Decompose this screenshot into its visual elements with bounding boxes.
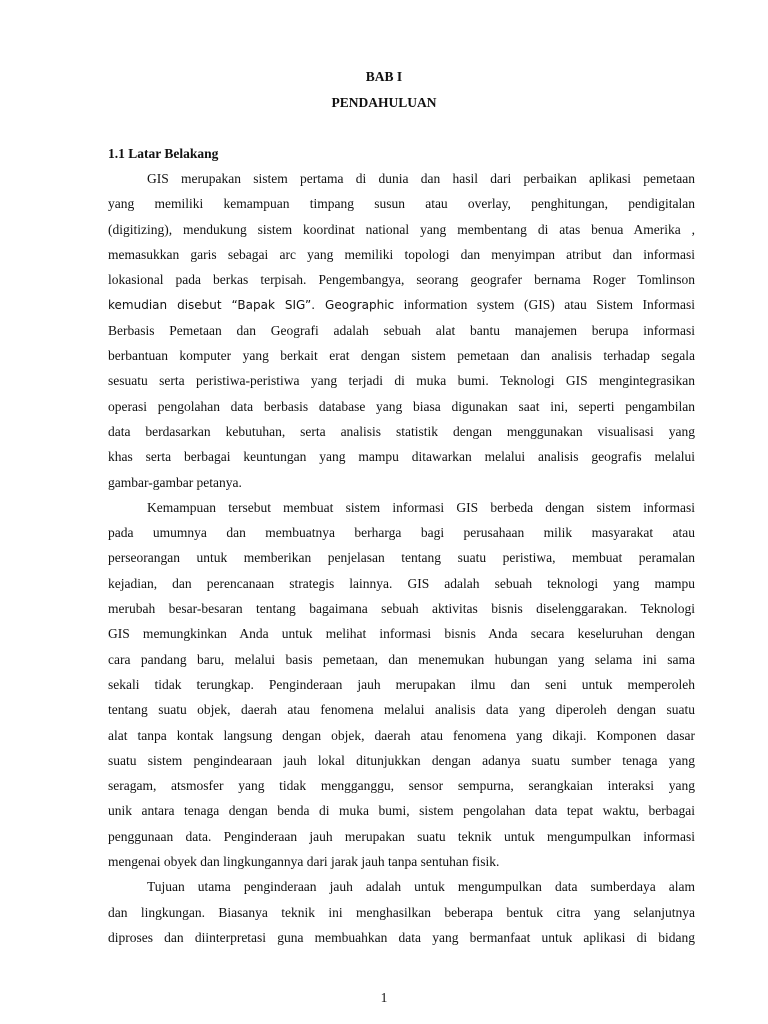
paragraph-line: Tujuan utama penginderaan jauh adalah untuk mengumpulkan data sumberdaya alam xyxy=(147,879,695,895)
paragraph-line: lokasional pada berkas terpisah. Pengembangya, seorang geografer bernama Roger Tomlinson xyxy=(108,272,695,288)
paragraph-line: berbantuan komputer yang berkait erat dengan sistem pemetaan dan analisis terhadap segala xyxy=(108,348,695,364)
paragraph-line: Kemampuan tersebut membuat sistem informasi GIS berbeda dengan sistem informasi xyxy=(147,499,695,515)
chapter-number: BAB I xyxy=(365,69,403,84)
paragraph-line: khas serta berbagai keuntungan yang mampu ditawarkan melalui analisis geografis melalui xyxy=(108,449,695,465)
serif-text-segment: information system (GIS) atau Sistem Informasi xyxy=(403,297,695,313)
paragraph-line: GIS memungkinkan Anda untuk melihat informasi bisnis Anda secara keseluruhan dengan xyxy=(108,626,695,642)
sans-text-segment: kemudian disebut “Bapak SIG”. Geographic xyxy=(108,298,395,313)
body-text xyxy=(108,166,695,950)
paragraph-line: operasi pengolahan data berbasis database yang biasa digunakan saat ini, seperti pengambilan xyxy=(108,398,695,414)
paragraph-line: GIS merupakan sistem pertama di dunia dan hasil dari perbaikan aplikasi pemetaan xyxy=(147,171,695,186)
paragraph-line: kejadian, dan perencanaan strategis lainnya. GIS adalah sebuah teknologi yang mampu xyxy=(108,575,695,591)
paragraph-line: yang memiliki kemampuan timpang susun atau overlay, penghitungan, pendigitalan xyxy=(108,196,695,212)
paragraph-line: alat tanpa kontak langsung dengan objek, daerah atau fenomena yang dikaji. Komponen dasar xyxy=(108,727,695,743)
paragraph-line: diproses dan diinterpretasi guna membuahkan data yang bermanfaat untuk aplikasi di bidang xyxy=(108,929,695,945)
section-heading: 1.1 Latar Belakang xyxy=(108,146,219,161)
paragraph-line: mengenai obyek dan lingkungannya dari jarak jauh tanpa sentuhan fisik. xyxy=(108,854,500,870)
paragraph-line: suatu sistem pengindearaan jauh lokal ditunjukkan dengan adanya suatu sumber tenaga yang xyxy=(108,752,695,768)
paragraph-line: gambar-gambar petanya. xyxy=(108,474,242,490)
paragraph-line: perseorangan untuk memberikan penjelasan tentang suatu peristiwa, membuat peramalan xyxy=(108,550,695,566)
paragraph-line: cara pandang baru, melalui basis pemetaan, dan menemukan hubungan yang selama ini sama xyxy=(108,651,695,667)
page-number: 1 xyxy=(380,990,388,1005)
paragraph-line: tentang suatu objek, daerah atau fenomena melalui analisis data yang diperoleh dengan suatu xyxy=(108,702,695,718)
paragraph-line: (digitizing), mendukung sistem koordinat national yang membentang di atas benua Amerika , xyxy=(108,221,695,237)
chapter-title: PENDAHULUAN xyxy=(331,95,437,110)
paragraph-line: merubah besar-besaran tentang bagaimana sebuah aktivitas bisnis diselenggarakan. Teknologi xyxy=(108,601,695,617)
paragraph-line-mixed-font xyxy=(108,292,695,317)
paragraph-line: pada umumnya dan membuatnya berharga bagi perusahaan milik masyarakat atau xyxy=(108,525,695,541)
paragraph-line: seragam, atsmosfer yang tidak mengganggu, sensor sempurna, serangkaian interaksi yang xyxy=(108,778,695,794)
paragraph-line: Berbasis Pemetaan dan Geografi adalah sebuah alat bantu manajemen berupa informasi xyxy=(108,322,695,338)
paragraph-line: unik antara tenaga dengan benda di muka bumi, sistem pengolahan data tepat waktu, berbagai xyxy=(108,803,695,819)
paragraph-line: memasukkan garis sebagai arc yang memiliki topologi dan menyimpan atribut dan informasi xyxy=(108,246,695,262)
paragraph-line: penggunaan data. Penginderaan jauh merupakan suatu teknik untuk mengumpulkan informasi xyxy=(108,828,695,844)
paragraph-line: data berdasarkan kebutuhan, serta analisis statistik dengan menggunakan visualisasi yang xyxy=(108,423,695,439)
paragraph-line: sekali tidak terungkap. Penginderaan jauh merupakan ilmu dan seni untuk memperoleh xyxy=(108,676,695,692)
paragraph-line: dan lingkungan. Biasanya teknik ini menghasilkan beberapa bentuk citra yang selanjutnya xyxy=(108,904,695,920)
paragraph-line: sesuatu serta peristiwa-peristiwa yang terjadi di muka bumi. Teknologi GIS mengintegrasikan xyxy=(108,373,695,389)
